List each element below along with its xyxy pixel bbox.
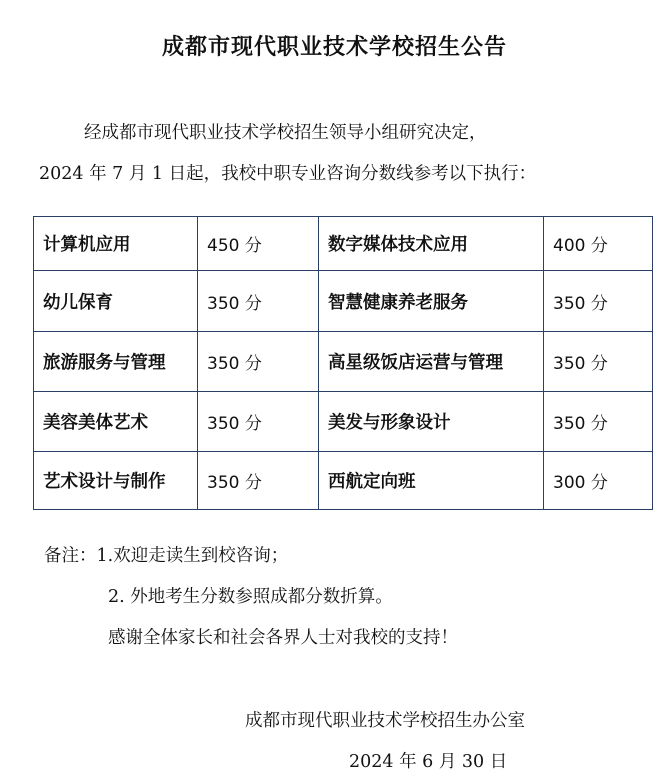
major-name-cell: 幼儿保育: [34, 271, 198, 332]
major-name-cell: 高星级饭店运营与管理: [319, 332, 544, 392]
major-name-cell: 西航定向班: [319, 452, 544, 510]
score-table: [33, 216, 653, 510]
score-cell: 350 分: [198, 271, 319, 332]
score-cell: 350 分: [544, 332, 653, 392]
major-name-cell: 数字媒体技术应用: [319, 217, 544, 271]
major-name-cell: 艺术设计与制作: [34, 452, 198, 510]
table-row: [34, 217, 653, 271]
table-row: [34, 332, 653, 392]
score-cell: 350 分: [198, 452, 319, 510]
major-name-cell: 美容美体艺术: [34, 392, 198, 452]
major-name-cell: 计算机应用: [34, 217, 198, 271]
score-cell: 400 分: [544, 217, 653, 271]
page-title: 成都市现代职业技术学校招生公告: [161, 34, 507, 60]
table-row: [34, 271, 653, 332]
table-row: [34, 452, 653, 510]
major-name-cell: 旅游服务与管理: [34, 332, 198, 392]
major-name-cell: 智慧健康养老服务: [319, 271, 544, 332]
score-cell: 450 分: [198, 217, 319, 271]
score-cell: 300 分: [544, 452, 653, 510]
signature-office: 成都市现代职业技术学校招生办公室: [245, 711, 525, 731]
major-name-cell: 美发与形象设计: [319, 392, 544, 452]
score-cell: 350 分: [544, 271, 653, 332]
signature-date: 2024 年 6 月 30 日: [349, 752, 508, 772]
score-cell: 350 分: [198, 332, 319, 392]
score-cell: 350 分: [198, 392, 319, 452]
note-line-3: 感谢全体家长和社会各界人士对我校的支持！: [108, 628, 458, 648]
intro-line-1: 经成都市现代职业技术学校招生领导小组研究决定，: [84, 123, 487, 143]
table-row: [34, 392, 653, 452]
score-cell: 350 分: [544, 392, 653, 452]
intro-line-2: 2024 年 7 月 1 日起，我校中职专业咨询分数线参考以下执行：: [39, 164, 537, 184]
note-line-2: 2. 外地考生分数参照成都分数折算。: [108, 587, 393, 607]
note-line-1: 备注：1.欢迎走读生到校咨询；: [44, 546, 289, 566]
